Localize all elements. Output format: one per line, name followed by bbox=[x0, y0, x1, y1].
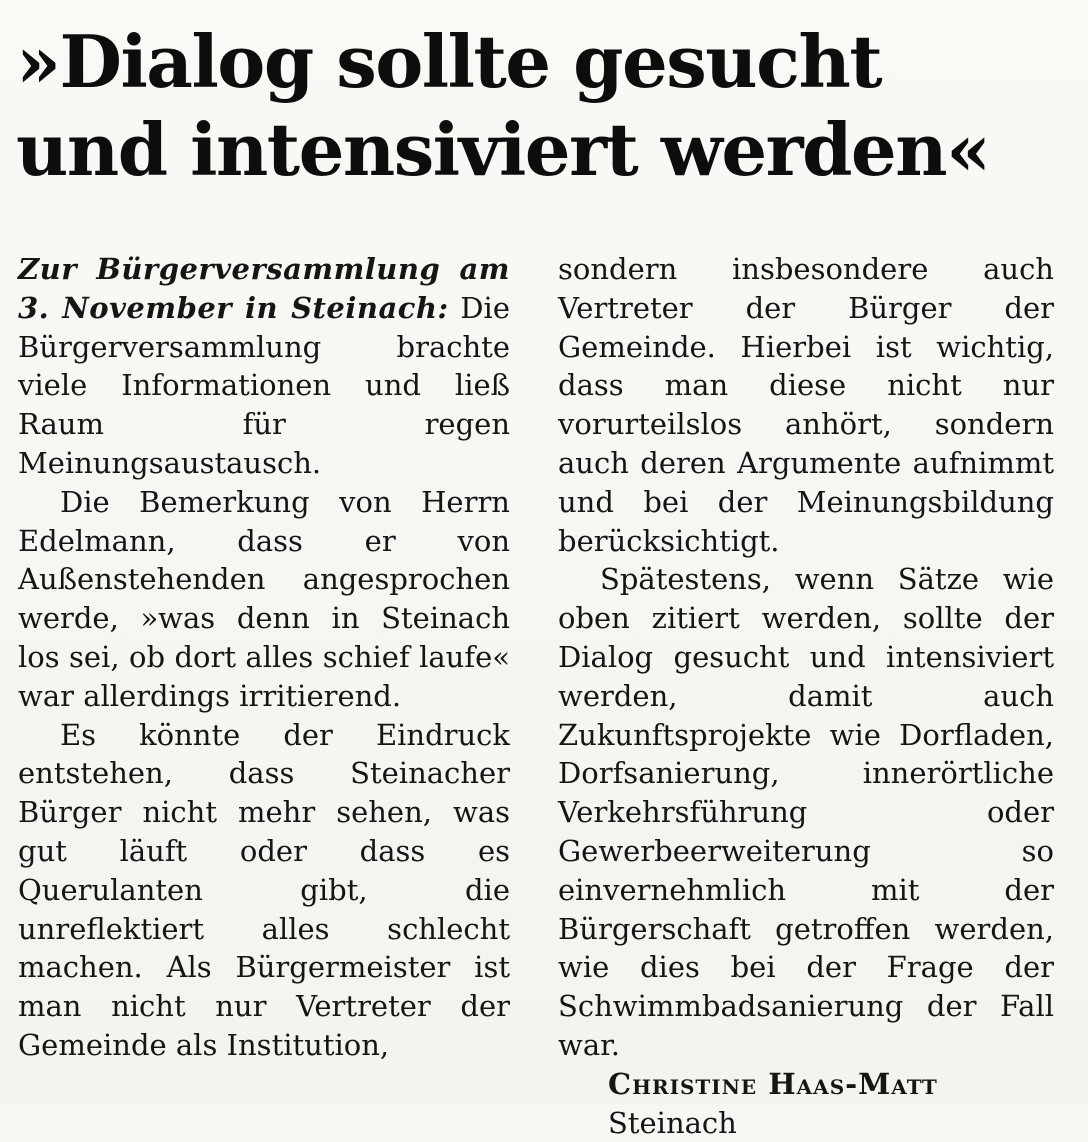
author-name: Christine Haas-Matt bbox=[608, 1066, 938, 1101]
letter-signature bbox=[558, 1065, 1054, 1142]
headline-line-1: »Dialog sollte gesucht bbox=[16, 19, 882, 104]
article-paragraph-1-text: Die Bürgerversammlung brachte viele Informationen und ließ Raum für regen Meinungsaustausch. bbox=[18, 290, 510, 480]
article-lead: Zur Bürgerversammlung am 3. November in Steinach: bbox=[18, 252, 510, 325]
article-paragraph-3-text: Es könnte der Eindruck entstehen, dass Steinacher Bürger nicht mehr sehen, was gut läuft oder dass es Querulanten gibt, die unreflektiert alles schlecht machen. Als Bürgermeister ist man nicht nur Vertreter der Gemeinde als Institution, bbox=[18, 717, 510, 1062]
author-town: Steinach bbox=[608, 1105, 737, 1140]
headline bbox=[16, 18, 1076, 194]
article-paragraph-3-part-1 bbox=[18, 716, 510, 1065]
article-paragraph-3-part-2: sondern insbesondere auch Vertreter der Bürger der Gemeinde. Hierbei ist wichtig, dass man diese nicht nur vorurteilslos anhört, sondern auch deren Argumente aufnimmt und bei der Meinungsbildung berücksichtigt. bbox=[558, 252, 1054, 558]
article-paragraph-2: Die Bemerkung von Herrn Edelmann, dass er von Außenstehenden angesprochen werde, »was denn in Steinach los sei, ob dort alles schief laufe« war allerdings irritierend. bbox=[18, 484, 510, 713]
article-paragraph-4: Spätestens, wenn Sätze wie oben zitiert werden, sollte der Dialog gesucht und intensiviert werden, damit auch Zukunftsprojekte wie Dorfladen, Dorfsanierung, innerörtliche Verkehrsführung oder Gewerbeerweiterung so einvernehmlich mit der Bürgerschaft getroffen werden, wie dies bei der Frage der Schwimmbadsanierung der Fall war. bbox=[558, 562, 1054, 1062]
article-column-right bbox=[558, 250, 1054, 1142]
article-column-left bbox=[18, 250, 510, 1065]
headline-line-2: und intensiviert werden« bbox=[16, 107, 990, 192]
article-paragraph-1 bbox=[18, 250, 510, 483]
